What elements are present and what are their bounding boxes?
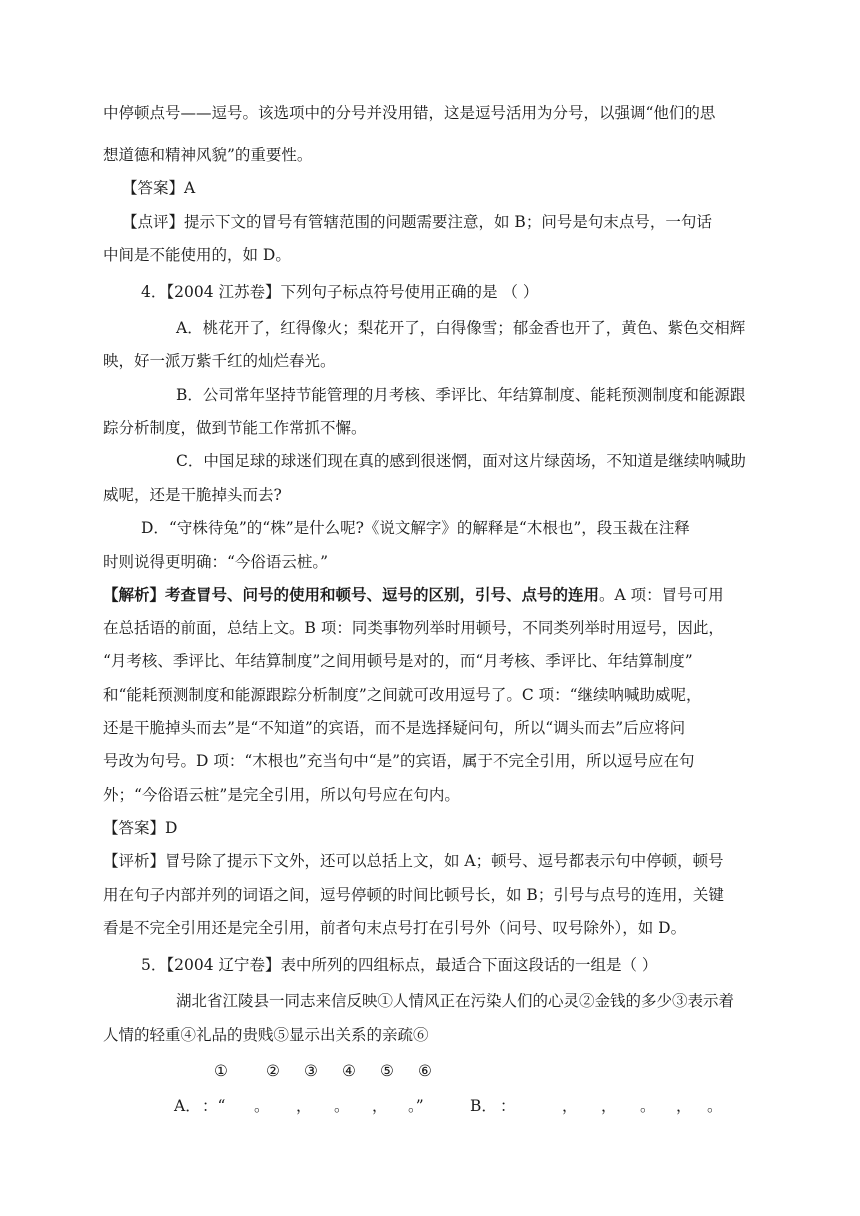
table-header-cell: ① — [214, 1062, 228, 1080]
analysis-heading: 【解析】考查冒号、问号的使用和顿号、逗号的区别，引号、点号的连用 — [103, 585, 600, 604]
option-a-line: A．桃花开了，红得像火；梨花开了，白得像雪；郁金香也开了，黄色、紫色交相辉 — [176, 319, 746, 337]
text-line: 威呢，还是干脆掉头而去? — [103, 486, 282, 504]
review-line: 【评析】冒号除了提示下文外，还可以总括上文，如 A；顿号、逗号都表示句中停顿，顿号 — [103, 852, 724, 870]
option-a-mark: 。 — [254, 1097, 270, 1115]
answer-line: 【答案】D — [103, 819, 178, 837]
option-a-mark: 。 — [334, 1097, 350, 1115]
table-header-cell: ⑥ — [418, 1062, 432, 1080]
text-line: 和“能耗预测制度和能源跟踪分析制度”之间就可改用逗号了。C 项：“继续呐喊助威呢， — [103, 686, 702, 704]
option-a-label: A． — [174, 1097, 201, 1115]
option-a-mark: 。” — [408, 1097, 424, 1115]
table-header-cell: ③ — [304, 1062, 318, 1080]
option-b-mark: ， — [601, 1097, 617, 1115]
text-line: 想道德和精神风貌”的重要性。 — [103, 146, 313, 164]
question-5-title: 5．【2004 辽宁卷】表中所列的四组标点，最适合下面这段话的一组是（ ） — [141, 956, 658, 974]
option-b-line: B．公司常年坚持节能管理的月考核、季评比、年结算制度、能耗预测制度和能源跟 — [176, 386, 746, 404]
passage-line: 人情的轻重④礼品的贵贱⑤显示出关系的亲疏⑥ — [103, 1026, 429, 1044]
option-b-mark: 。 — [640, 1097, 656, 1115]
analysis-text: 。A 项：冒号可用 — [599, 586, 724, 604]
option-b-label: B． — [470, 1097, 497, 1115]
option-b-mark: 。 — [707, 1097, 723, 1115]
option-a-mark: ， — [372, 1097, 388, 1115]
option-b-mark: ： — [500, 1097, 516, 1115]
text-line: 还是干脆掉头而去”是“不知道”的宾语，而不是选择疑问句，所以“调头而去”后应将问 — [103, 719, 686, 737]
option-b-mark: ， — [676, 1097, 692, 1115]
text-line: 时则说得更明确：“今俗语云桩。” — [103, 553, 329, 571]
text-line: 外；“今俗语云桩”是完全引用，所以句号应在句内。 — [103, 786, 460, 804]
option-a-mark: ， — [296, 1097, 312, 1115]
table-header-cell: ④ — [342, 1062, 356, 1080]
option-c-line: C．中国足球的球迷们现在真的感到很迷惘，面对这片绿茵场，不知道是继续呐喊助 — [176, 452, 746, 470]
text-line: 看是不完全引用还是完全引用，前者句末点号打在引号外（问号、叹号除外），如 D。 — [103, 919, 687, 937]
text-line: 用在句子内部并列的词语之间，逗号停顿的时间比顿号长，如 B；引号与点号的连用，关键 — [103, 886, 724, 904]
comment-line: 【点评】提示下文的冒号有管辖范围的问题需要注意，如 B；问号是句末点号，一句话 — [122, 213, 712, 231]
table-header-cell: ⑤ — [380, 1062, 394, 1080]
text-line: 中间是不能使用的，如 D。 — [103, 246, 291, 264]
analysis-line — [103, 585, 724, 605]
text-line: “月考核、季评比、年结算制度”之间用顿号是对的，而“月考核、季评比、年结算制度” — [103, 652, 693, 670]
passage-line: 湖北省江陵县一同志来信反映①人情风正在污染人们的心灵②金钱的多少③表示着 — [176, 992, 735, 1010]
text-line: 踪分析制度，做到节能工作常抓不懈。 — [103, 419, 367, 437]
text-line: 在总括语的前面，总结上文。B 项：同类事物列举时用顿号，不同类列举时用逗号，因此， — [103, 619, 724, 637]
table-header-cell: ② — [266, 1062, 280, 1080]
text-line: 号改为句号。D 项：“木根也”充当句中“是”的宾语，属于不完全引用，所以逗号应在句 — [103, 752, 695, 770]
text-line: 中停顿点号——逗号。该选项中的分号并没用错，这是逗号活用为分号，以强调“他们的思 — [103, 104, 716, 122]
question-4-title: 4．【2004 江苏卷】下列句子标点符号使用正确的是 （ ） — [141, 283, 539, 301]
option-a-mark: ：“ — [202, 1097, 226, 1115]
option-b-mark: ， — [562, 1097, 578, 1115]
option-d-line: D．“守株待兔”的“株”是什么呢?《说文解字》的解释是“木根也”，段玉裁在注释 — [141, 519, 690, 537]
text-line: 映，好一派万紫千红的灿烂春光。 — [103, 352, 336, 370]
answer-line: 【答案】A — [122, 179, 196, 197]
